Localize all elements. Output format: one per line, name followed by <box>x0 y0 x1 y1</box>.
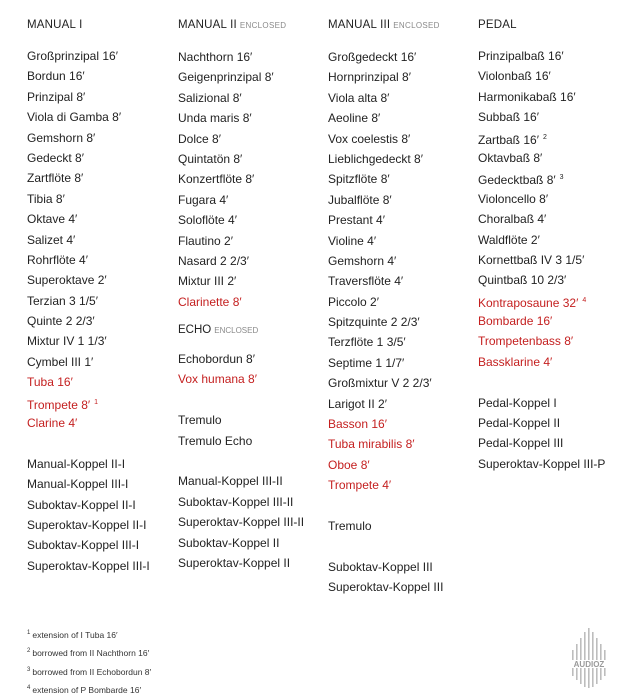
item-label: Suboktav-Koppel III-I <box>27 538 140 553</box>
item-label: Clarinette 8′ <box>178 294 242 309</box>
stop-item <box>178 251 304 271</box>
item-label: Flautino 2′ <box>178 233 233 248</box>
column-manual-2 <box>178 17 304 573</box>
stop-item <box>478 107 605 127</box>
item-label: Trompete 8′ <box>27 397 91 412</box>
svg-text:AUDIOZ: AUDIOZ <box>573 660 605 669</box>
stop-item <box>328 394 443 414</box>
stop-item <box>478 230 605 250</box>
footnotes <box>27 625 151 698</box>
stop-item <box>328 210 443 230</box>
item-label: Traversflöte 4′ <box>328 274 404 289</box>
stop-item <box>27 168 150 188</box>
stop-item <box>27 372 150 392</box>
item-label: Quintbaß 10 2/3′ <box>478 273 567 288</box>
spacer <box>478 372 605 392</box>
item-label: Tibia 8′ <box>27 191 65 206</box>
item-label: Oboe 8′ <box>328 457 370 472</box>
stop-item <box>27 393 150 413</box>
footnote <box>27 625 151 643</box>
item-label: Spitzquinte 2 2/3′ <box>328 315 420 330</box>
coupler-item <box>27 556 150 576</box>
manual-1-heading: MANUAL I <box>27 19 83 31</box>
stop-item <box>27 189 150 209</box>
footnote-marker: 2 <box>542 133 547 141</box>
spacer <box>27 433 150 453</box>
stop-item <box>478 87 605 107</box>
stop-item <box>178 169 304 189</box>
stop-item <box>27 331 150 351</box>
item-label: Kornettbaß IV 3 1/5′ <box>478 252 585 267</box>
item-label: Tuba 16′ <box>27 375 73 390</box>
pedal-heading: PEDAL <box>478 19 517 31</box>
footnote <box>27 680 151 698</box>
stop-item <box>27 230 150 250</box>
stop-item <box>478 209 605 229</box>
item-label: Prinzipalbaß 16′ <box>478 49 564 63</box>
item-label: Tremulo <box>178 413 222 428</box>
item-label: Manual-Koppel III-I <box>27 477 129 492</box>
item-label: Mixtur III 2′ <box>178 274 237 289</box>
coupler-item <box>478 454 605 474</box>
spacer <box>328 496 443 516</box>
coupler-item <box>478 413 605 433</box>
manual-3-stop-list <box>328 47 443 496</box>
coupler-item <box>328 557 443 577</box>
stop-item <box>328 475 443 495</box>
stop-item <box>27 46 150 66</box>
item-label: Großmixtur V 2 2/3′ <box>328 376 432 391</box>
item-label: Waldflöte 2′ <box>478 232 540 247</box>
stop-item <box>27 413 150 433</box>
item-label: Superoktav-Koppel III-P <box>478 456 606 471</box>
stop-item <box>178 129 304 149</box>
spacer <box>178 451 304 471</box>
stop-item <box>328 434 443 454</box>
item-label: Violoncello 8′ <box>478 191 549 206</box>
item-label: Salizional 8′ <box>178 90 242 105</box>
manual-2-coupler-list <box>178 471 304 573</box>
coupler-item <box>27 535 150 555</box>
footnote-text: borrowed from II Nachthorn 16′ <box>32 648 150 659</box>
stop-item <box>478 352 605 372</box>
pedal-coupler-list <box>478 393 605 475</box>
item-label: Gemshorn 4′ <box>328 253 397 268</box>
stop-item <box>27 128 150 148</box>
stop-item <box>178 149 304 169</box>
item-label: Spitzflöte 8′ <box>328 172 390 187</box>
item-label: Superoktav-Koppel III-II <box>178 515 305 530</box>
stop-item <box>178 271 304 291</box>
item-label: Prestant 4′ <box>328 213 385 228</box>
item-label: Bombarde 16′ <box>478 314 553 329</box>
stop-item <box>328 455 443 475</box>
item-label: Basson 16′ <box>328 417 387 432</box>
item-label: Aeoline 8′ <box>328 111 381 126</box>
footnote <box>27 662 151 680</box>
item-label: Salizet 4′ <box>27 232 76 247</box>
coupler-item <box>178 553 304 573</box>
item-label: Piccolo 2′ <box>328 294 379 309</box>
spacer <box>178 390 304 410</box>
item-label: Clarine 4′ <box>27 416 78 431</box>
stop-item <box>478 148 605 168</box>
stop-item <box>328 129 443 149</box>
coupler-item <box>178 533 304 553</box>
stop-item <box>478 66 605 86</box>
item-label: Quinte 2 2/3′ <box>27 314 95 329</box>
coupler-item <box>27 495 150 515</box>
item-label: Violonbaß 16′ <box>478 69 551 84</box>
stop-item <box>27 311 150 331</box>
enclosed-label: ENCLOSED <box>393 21 440 30</box>
footnote-marker: 3 <box>559 174 564 182</box>
item-label: Bordun 16′ <box>27 69 85 84</box>
coupler-item <box>178 512 304 532</box>
stop-item <box>478 128 605 148</box>
stop-item <box>27 148 150 168</box>
footnote-marker: 4 <box>582 296 587 304</box>
manual-2-stop-list <box>178 47 304 312</box>
manual-2-tremulant-list <box>178 410 304 451</box>
coupler-item <box>178 410 304 430</box>
item-label: Dolce 8′ <box>178 131 221 146</box>
stop-item <box>478 46 605 66</box>
item-label: Tremulo Echo <box>178 433 253 448</box>
manual-2-heading: MANUAL II ENCLOSED <box>178 19 287 31</box>
stop-item <box>178 349 304 369</box>
audioz-watermark-logo <box>562 628 620 688</box>
item-label: Oktave 4′ <box>27 212 78 227</box>
item-label: Subbaß 16′ <box>478 110 539 125</box>
coupler-item <box>27 454 150 474</box>
echo-heading: ECHO ENCLOSED <box>178 324 259 337</box>
item-label: Viola alta 8′ <box>328 90 390 105</box>
coupler-item <box>27 515 150 535</box>
item-label: Hornprinzipal 8′ <box>328 70 411 85</box>
footnote-number: 4 <box>27 684 31 691</box>
item-label: Vox coelestis 8′ <box>328 131 411 146</box>
item-label: Viola di Gamba 8′ <box>27 110 122 125</box>
stop-item <box>478 168 605 188</box>
item-label: Echobordun 8′ <box>178 352 255 367</box>
item-label: Prinzipal 8′ <box>27 89 86 104</box>
coupler-item <box>178 471 304 491</box>
item-label: Violine 4′ <box>328 233 377 248</box>
stop-item <box>178 292 304 312</box>
stop-item <box>27 352 150 372</box>
item-label: Oktavbaß 8′ <box>478 150 543 165</box>
stop-item <box>178 369 304 389</box>
item-label: Trompete 4′ <box>328 478 392 493</box>
item-label: Gemshorn 8′ <box>27 130 96 145</box>
stop-item <box>178 67 304 87</box>
stop-item <box>478 189 605 209</box>
footnote-text: borrowed from II Echobordun 8′ <box>32 666 152 677</box>
item-label: Soloflöte 4′ <box>178 213 237 228</box>
footnote-marker: 1 <box>94 398 99 406</box>
item-label: Cymbel III 1′ <box>27 354 94 369</box>
footnote-number: 1 <box>27 630 31 636</box>
stop-item <box>27 250 150 270</box>
item-label: Suboktav-Koppel III <box>328 559 433 574</box>
stop-item <box>328 88 443 108</box>
item-label: Septime 1 1/7′ <box>328 355 405 370</box>
manual-1-coupler-list <box>27 454 150 576</box>
coupler-item <box>27 474 150 494</box>
stop-item <box>478 291 605 311</box>
coupler-item <box>178 492 304 512</box>
coupler-item <box>478 393 605 413</box>
item-label: Jubalflöte 8′ <box>328 192 392 207</box>
stop-item <box>178 47 304 67</box>
item-label: Pedal-Koppel I <box>478 395 557 410</box>
footnote <box>27 643 151 661</box>
stop-item <box>27 270 150 290</box>
item-label: Superoktav-Koppel II <box>178 555 291 570</box>
item-label: Suboktav-Koppel II-I <box>27 497 136 512</box>
item-label: Pedal-Koppel III <box>478 436 564 451</box>
item-label: Großgedeckt 16′ <box>328 50 417 64</box>
footnote-number: 3 <box>27 666 31 673</box>
stop-item <box>328 332 443 352</box>
item-label: Manual-Koppel III-II <box>178 474 283 489</box>
stop-item <box>478 270 605 290</box>
item-label: Fugara 4′ <box>178 192 229 207</box>
item-label: Suboktav-Koppel III-II <box>178 494 294 509</box>
footnote-text: extension of I Tuba 16′ <box>32 629 118 640</box>
item-label: Terzian 3 1/5′ <box>27 293 98 308</box>
enclosed-label: ENCLOSED <box>239 21 287 30</box>
stop-item <box>27 66 150 86</box>
coupler-item <box>478 433 605 453</box>
column-pedal <box>478 17 605 474</box>
stop-item <box>328 373 443 393</box>
item-label: Tuba mirabilis 8′ <box>328 437 415 452</box>
column-manual-1 <box>27 17 150 576</box>
item-label: Nasard 2 2/3′ <box>178 253 249 268</box>
item-label: Unda maris 8′ <box>178 111 252 126</box>
item-label: Superoktave 2′ <box>27 273 107 288</box>
item-label: Rohrflöte 4′ <box>27 252 88 267</box>
item-label: Manual-Koppel II-I <box>27 456 126 471</box>
stop-item <box>178 210 304 230</box>
stop-item <box>478 331 605 351</box>
item-label: Großprinzipal 16′ <box>27 49 118 63</box>
item-label: Pedal-Koppel II <box>478 416 561 431</box>
stop-item <box>478 250 605 270</box>
item-label: Geigenprinzipal 8′ <box>178 70 274 85</box>
stop-item <box>328 231 443 251</box>
item-label: Choralbaß 4′ <box>478 212 547 227</box>
item-label: Larigot II 2′ <box>328 396 387 411</box>
stop-item <box>328 271 443 291</box>
item-label: Quintatön 8′ <box>178 151 243 166</box>
manual-1-stop-list <box>27 46 150 433</box>
item-label: Superoktav-Koppel III-I <box>27 558 150 573</box>
item-label: Tremulo <box>328 518 372 533</box>
stop-item <box>478 311 605 331</box>
item-label: Kontraposaune 32′ <box>478 295 579 310</box>
item-label: Superoktav-Koppel III <box>328 580 444 595</box>
stop-item <box>178 108 304 128</box>
pedal-stop-list <box>478 46 605 372</box>
enclosed-label: ENCLOSED <box>214 326 259 336</box>
item-label: Zartbaß 16′ <box>478 132 539 147</box>
stop-item <box>178 88 304 108</box>
echo-stop-list <box>178 349 304 390</box>
spacer <box>328 536 443 556</box>
stop-item <box>328 251 443 271</box>
stop-item <box>178 190 304 210</box>
stop-item <box>328 292 443 312</box>
stop-item <box>328 414 443 434</box>
coupler-item <box>178 431 304 451</box>
stop-item <box>328 353 443 373</box>
manual-3-tremulant-list <box>328 516 443 536</box>
item-label: Harmonikabaß 16′ <box>478 89 576 104</box>
item-label: Konzertflöte 8′ <box>178 172 255 187</box>
stop-item <box>27 87 150 107</box>
stop-item <box>178 231 304 251</box>
manual-3-heading: MANUAL III ENCLOSED <box>328 19 440 31</box>
item-label: Mixtur IV 1 1/3′ <box>27 334 107 349</box>
stop-item <box>328 67 443 87</box>
stop-item <box>328 312 443 332</box>
stop-item <box>27 209 150 229</box>
item-label: Superoktav-Koppel II-I <box>27 517 147 532</box>
stop-item <box>328 149 443 169</box>
item-label: Terzflöte 1 3/5′ <box>328 335 406 350</box>
item-label: Trompetenbass 8′ <box>478 334 574 349</box>
manual-3-coupler-list <box>328 557 443 598</box>
stop-item <box>328 47 443 67</box>
coupler-item <box>328 516 443 536</box>
item-label: Lieblichgedeckt 8′ <box>328 151 423 166</box>
stop-item <box>27 291 150 311</box>
stop-item <box>328 108 443 128</box>
item-label: Gedecktbaß 8′ <box>478 173 556 188</box>
item-label: Nachthorn 16′ <box>178 50 253 64</box>
item-label: Vox humana 8′ <box>178 372 257 387</box>
item-label: Suboktav-Koppel II <box>178 535 280 550</box>
item-label: Bassklarine 4′ <box>478 354 553 369</box>
footnote-number: 2 <box>27 648 31 655</box>
item-label: Gedeckt 8′ <box>27 150 84 165</box>
coupler-item <box>328 577 443 597</box>
item-label: Zartflöte 8′ <box>27 171 84 186</box>
footnote-text: extension of P Bombarde 16′ <box>32 684 142 695</box>
column-manual-3 <box>328 17 443 598</box>
stop-item <box>328 190 443 210</box>
stop-item <box>27 107 150 127</box>
stop-item <box>328 169 443 189</box>
